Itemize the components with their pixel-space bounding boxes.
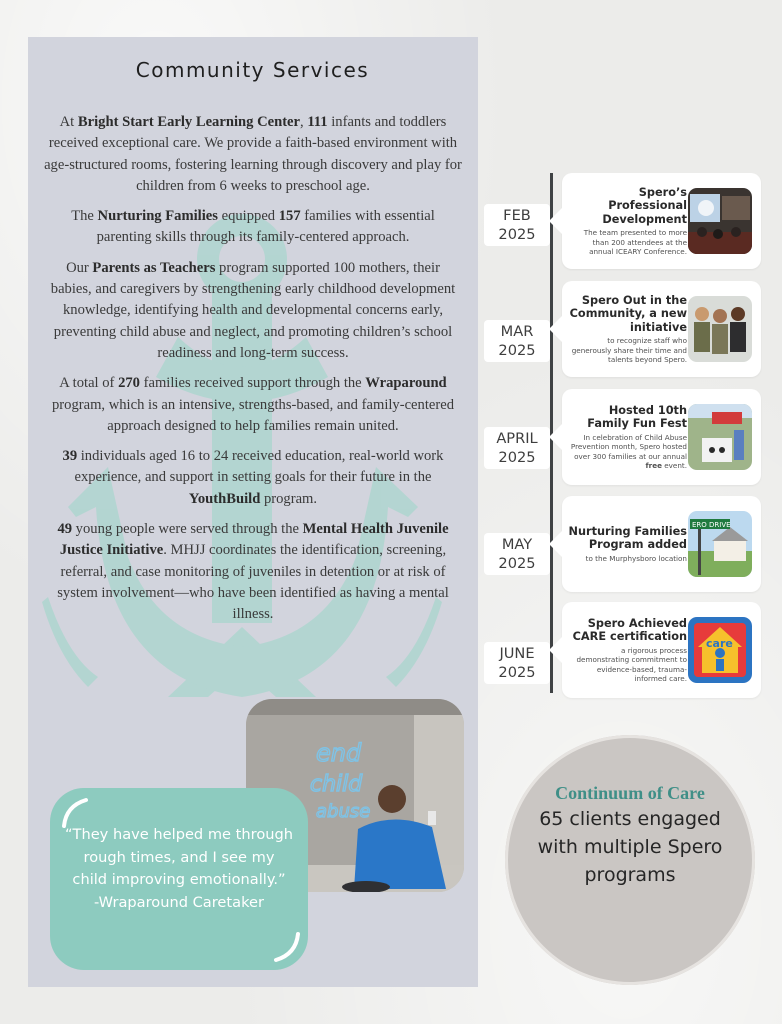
card-title: Spero Achieved CARE certification [572, 616, 687, 644]
staff-photo [688, 296, 752, 362]
conference-photo [688, 188, 752, 254]
parents-as-teachers-paragraph: Our Parents as Teachers program supported 100 mothers, their babies, and caregivers by strengthening early childhood development knowledge, identifying health and developmental concerns early, preventing child abuse and neglect, and promoting children’s school readiness and long-term success. [50, 259, 456, 361]
care-logo [688, 617, 752, 683]
card-description: a rigorous process demonstrating commitment to evidence-based, trauma-informed care. [576, 645, 687, 683]
year-label: 2025 [498, 555, 536, 572]
timeline-date-feb [484, 204, 550, 246]
card-title: Hosted 10th Family Fun Fest [587, 403, 687, 431]
quote-body: “They have helped me through rough times, and I see my child improving emotionally.” [64, 826, 294, 888]
street-sign-photo [688, 511, 752, 577]
card-description: to recognize staff who generously share their time and talents beyond Spero. [571, 336, 687, 364]
street-sign-text: ERO DRIVE [692, 521, 731, 529]
year-label: 2025 [498, 226, 536, 243]
card-title: Spero Out in the Community, a new initiative [569, 293, 687, 334]
bright-start-paragraph: At Bright Start Early Learning Center, 111 infants and toddlers received exceptional care. We provide a faith-based environment with age-structured rooms, fostering learning through discovery and play for children from 6 weeks to preschool age. [44, 114, 462, 194]
month-label: FEB [503, 207, 531, 224]
month-label: JUNE [499, 645, 535, 662]
youthbuild-paragraph: 39 individuals aged 16 to 24 received education, real-world work experience, and support in setting goals for their future in the YouthBuild program. [62, 448, 444, 507]
timeline-date-june [484, 642, 550, 684]
timeline-date-april [484, 427, 550, 469]
testimonial-quote [50, 788, 308, 970]
year-label: 2025 [498, 664, 536, 681]
card-description: In celebration of Child Abuse Prevention month, Spero hosted over 300 families at our annual free event. [570, 432, 687, 470]
chalk-text-line2: child [310, 772, 363, 797]
timeline-date-mar [484, 320, 550, 362]
card-description: The team presented to more than 200 attendees at the annual ICEARY Conference. [583, 228, 687, 256]
continuum-of-care-circle [505, 735, 755, 985]
year-label: 2025 [498, 342, 536, 359]
quote-corner-bottom-icon [262, 928, 302, 964]
continuum-title: Continuum of Care [555, 783, 705, 803]
wraparound-paragraph: A total of 270 families received support through the Wraparound program, which is an intensive, strengths-based, and family-centered approach designed to help families remain united. [51, 375, 454, 434]
chalk-text-line3: abuse [316, 801, 371, 822]
quote-attribution: -Wraparound Caretaker [94, 893, 264, 911]
card-title: Spero’s Professional Development [602, 185, 687, 226]
timeline-card-feb [562, 173, 761, 269]
nurturing-families-paragraph: The Nurturing Families equipped 157 families with essential parenting skills through its family-centered approach. [71, 208, 435, 246]
month-label: APRIL [496, 430, 538, 447]
timeline-date-may [484, 533, 550, 575]
page-title: Community Services [135, 58, 370, 82]
continuum-body: 65 clients engaged with multiple Spero programs [537, 808, 723, 886]
timeline-card-mar [562, 281, 761, 377]
services-text [44, 112, 462, 635]
card-description: to the Murphysboro location [585, 553, 687, 563]
timeline-card-may [562, 496, 761, 592]
quote-text [64, 824, 294, 914]
fun-fest-photo [688, 404, 752, 470]
timeline-card-april [562, 389, 761, 485]
card-title: Nurturing Families Program added [568, 524, 687, 552]
mhjj-paragraph: 49 young people were served through the Mental Health Juvenile Justice Initiative. MHJJ coordinates the identification, screening, referral, and case monitoring of juveniles in detention or at risk of system involvement—who have been identified as having a mental illness. [57, 521, 449, 623]
month-label: MAY [501, 536, 533, 553]
chalk-text: end [316, 739, 362, 767]
month-label: MAR [500, 323, 534, 340]
care-logo-text: care [706, 637, 733, 650]
timeline-card-june [562, 602, 761, 698]
year-label: 2025 [498, 449, 536, 466]
